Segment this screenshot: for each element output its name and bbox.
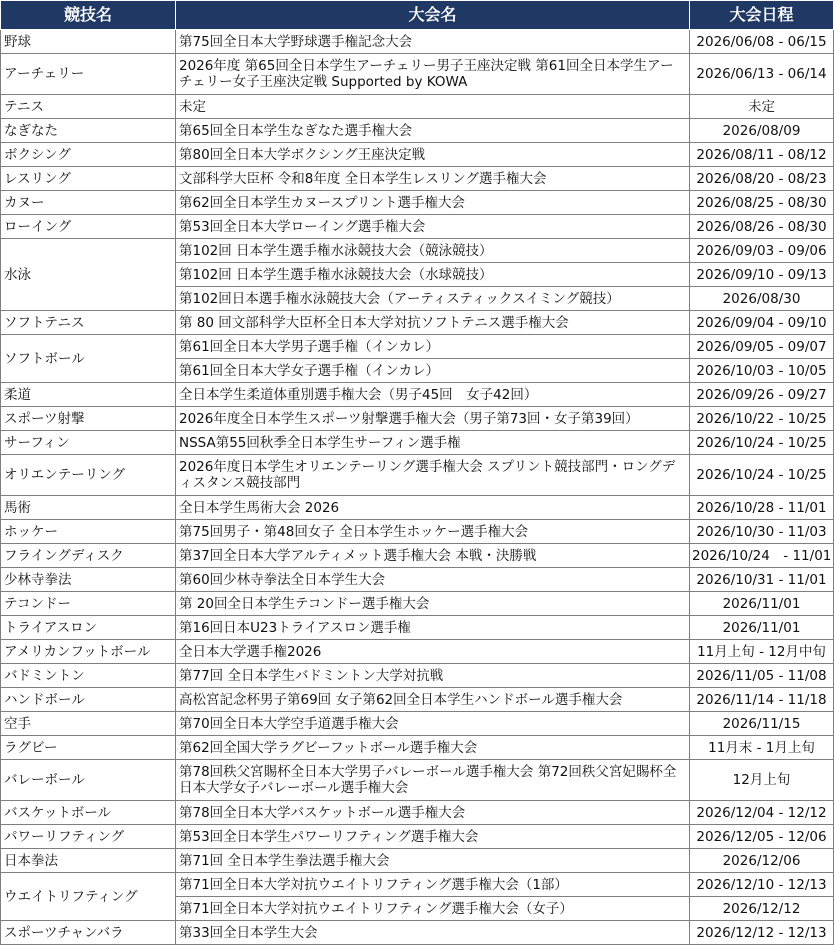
event-cell: 第71回 全日本学生拳法選手権大会 xyxy=(176,849,690,873)
sport-cell: ウエイトリフティング xyxy=(1,873,176,921)
event-cell: 全日本学生柔道体重別選手権大会（男子45回 女子42回） xyxy=(176,383,690,407)
event-cell: 第102回日本選手権水泳競技大会（アーティスティックスイミング競技） xyxy=(176,287,690,311)
sport-cell: スポーツ射撃 xyxy=(1,407,176,431)
event-cell: 第71回全日本大学対抗ウエイトリフティング選手権大会（1部） xyxy=(176,873,690,897)
date-cell: 2026/09/03 - 09/06 xyxy=(690,239,834,263)
sport-cell: オリエンテーリング xyxy=(1,455,176,496)
table-row xyxy=(1,873,834,897)
event-cell: 第75回全日本大学野球選手権記念大会 xyxy=(176,30,690,54)
event-cell: 第60回少林寺拳法全日本学生大会 xyxy=(176,568,690,592)
event-cell: 文部科学大臣杯 令和8年度 全日本学生レスリング選手権大会 xyxy=(176,167,690,191)
table-row xyxy=(1,335,834,359)
date-cell: 2026/09/26 - 09/27 xyxy=(690,383,834,407)
table-row xyxy=(1,592,834,616)
event-cell: 全日本学生馬術大会 2026 xyxy=(176,496,690,520)
sport-cell: 空手 xyxy=(1,712,176,736)
event-cell: 第61回全日本大学女子選手権（インカレ） xyxy=(176,359,690,383)
date-cell: 11月末 - 1月上旬 xyxy=(690,736,834,760)
sport-cell: カヌー xyxy=(1,191,176,215)
header-event: 大会名 xyxy=(176,1,690,30)
date-cell: 2026/12/06 xyxy=(690,849,834,873)
event-cell: 第70回全日本大学空手道選手権大会 xyxy=(176,712,690,736)
date-cell: 2026/10/24 - 11/01 xyxy=(690,544,834,568)
table-row xyxy=(1,712,834,736)
table-row xyxy=(1,30,834,54)
event-cell: 第102回 日本学生選手権水泳競技大会（競泳競技） xyxy=(176,239,690,263)
table-row xyxy=(1,383,834,407)
date-cell: 2026/11/14 - 11/18 xyxy=(690,688,834,712)
event-cell: 第78回全日本大学バスケットボール選手権大会 xyxy=(176,801,690,825)
table-row xyxy=(1,407,834,431)
event-cell: 第62回全日本学生カヌースプリント選手権大会 xyxy=(176,191,690,215)
sport-cell: 馬術 xyxy=(1,496,176,520)
table-body xyxy=(1,30,834,945)
header-sport: 競技名 xyxy=(1,1,176,30)
date-cell: 2026/10/24 - 10/25 xyxy=(690,431,834,455)
table-row xyxy=(1,311,834,335)
sport-cell: パワーリフティング xyxy=(1,825,176,849)
table-row xyxy=(1,825,834,849)
date-cell: 2026/12/12 xyxy=(690,897,834,921)
sport-cell: 水泳 xyxy=(1,239,176,311)
event-cell: 高松宮記念杯男子第69回 女子第62回全日本学生ハンドボール選手権大会 xyxy=(176,688,690,712)
sport-cell: テコンドー xyxy=(1,592,176,616)
date-cell: 2026/11/01 xyxy=(690,616,834,640)
date-cell: 未定 xyxy=(690,95,834,119)
event-cell: 第61回全日本大学男子選手権（インカレ） xyxy=(176,335,690,359)
table-row xyxy=(1,544,834,568)
date-cell: 2026/12/04 - 12/12 xyxy=(690,801,834,825)
date-cell: 2026/11/05 - 11/08 xyxy=(690,664,834,688)
sport-cell: レスリング xyxy=(1,167,176,191)
date-cell: 2026/09/05 - 09/07 xyxy=(690,335,834,359)
sport-cell: サーフィン xyxy=(1,431,176,455)
date-cell: 12月上旬 xyxy=(690,760,834,801)
date-cell: 2026/06/08 - 06/15 xyxy=(690,30,834,54)
event-cell: 未定 xyxy=(176,95,690,119)
table-row xyxy=(1,520,834,544)
date-cell: 11月上旬 - 12月中旬 xyxy=(690,640,834,664)
event-cell: 第33回全日本学生大会 xyxy=(176,921,690,945)
table-row xyxy=(1,760,834,801)
header-row xyxy=(1,1,834,30)
date-cell: 2026/12/12 - 12/13 xyxy=(690,921,834,945)
date-cell: 2026/12/10 - 12/13 xyxy=(690,873,834,897)
sport-cell: バレーボール xyxy=(1,760,176,801)
date-cell: 2026/11/15 xyxy=(690,712,834,736)
header-date: 大会日程 xyxy=(690,1,834,30)
table-row xyxy=(1,431,834,455)
date-cell: 2026/10/22 - 10/25 xyxy=(690,407,834,431)
event-cell: 第78回秩父宮賜杯全日本大学男子バレーボール選手権大会 第72回秩父宮妃賜杯全日本大学女子バレーボール選手権大会 xyxy=(176,760,690,801)
sport-cell: トライアスロン xyxy=(1,616,176,640)
sport-cell: 柔道 xyxy=(1,383,176,407)
sport-cell: ソフトテニス xyxy=(1,311,176,335)
table-row xyxy=(1,496,834,520)
date-cell: 2026/10/31 - 11/01 xyxy=(690,568,834,592)
date-cell: 2026/10/03 - 10/05 xyxy=(690,359,834,383)
sport-cell: アーチェリー xyxy=(1,54,176,95)
sport-cell: 日本拳法 xyxy=(1,849,176,873)
date-cell: 2026/08/11 - 08/12 xyxy=(690,143,834,167)
sport-cell: バスケットボール xyxy=(1,801,176,825)
event-cell: 第16回日本U23トライアスロン選手権 xyxy=(176,616,690,640)
table-row xyxy=(1,119,834,143)
date-cell: 2026/10/24 - 10/25 xyxy=(690,455,834,496)
event-cell: 第71回全日本大学対抗ウエイトリフティング選手権大会（女子） xyxy=(176,897,690,921)
event-cell: 第102回 日本学生選手権水泳競技大会（水球競技） xyxy=(176,263,690,287)
date-cell: 2026/08/30 xyxy=(690,287,834,311)
date-cell: 2026/08/09 xyxy=(690,119,834,143)
table-row xyxy=(1,191,834,215)
event-cell: 第 20回全日本学生テコンドー選手権大会 xyxy=(176,592,690,616)
table-row xyxy=(1,736,834,760)
sport-cell: アメリカンフットボール xyxy=(1,640,176,664)
event-cell: 第75回男子・第48回女子 全日本学生ホッケー選手権大会 xyxy=(176,520,690,544)
table-row xyxy=(1,849,834,873)
table-row xyxy=(1,95,834,119)
event-cell: 2026年度 第65回全日本学生アーチェリー男子王座決定戦 第61回全日本学生アーチェリー女子王座決定戦 Supported by KOWA xyxy=(176,54,690,95)
date-cell: 2026/06/13 - 06/14 xyxy=(690,54,834,95)
date-cell: 2026/08/26 - 08/30 xyxy=(690,215,834,239)
sport-cell: ローイング xyxy=(1,215,176,239)
table-row xyxy=(1,616,834,640)
table-row xyxy=(1,640,834,664)
table-row xyxy=(1,568,834,592)
event-cell: 第77回 全日本学生バドミントン大学対抗戦 xyxy=(176,664,690,688)
table-row xyxy=(1,167,834,191)
table-row xyxy=(1,239,834,263)
sport-cell: ラグビー xyxy=(1,736,176,760)
date-cell: 2026/12/05 - 12/06 xyxy=(690,825,834,849)
date-cell: 2026/09/04 - 09/10 xyxy=(690,311,834,335)
table-row xyxy=(1,455,834,496)
sport-cell: ハンドボール xyxy=(1,688,176,712)
event-cell: 2026年度全日本学生スポーツ射撃選手権大会（男子第73回・女子第39回） xyxy=(176,407,690,431)
event-cell: 第53回全日本学生パワーリフティング選手権大会 xyxy=(176,825,690,849)
sport-cell: バドミントン xyxy=(1,664,176,688)
sport-cell: スポーツチャンバラ xyxy=(1,921,176,945)
sport-cell: フライングディスク xyxy=(1,544,176,568)
date-cell: 2026/08/25 - 08/30 xyxy=(690,191,834,215)
event-cell: 第37回全日本大学アルティメット選手権大会 本戦・決勝戦 xyxy=(176,544,690,568)
sport-cell: ボクシング xyxy=(1,143,176,167)
sport-cell: 野球 xyxy=(1,30,176,54)
date-cell: 2026/09/10 - 09/13 xyxy=(690,263,834,287)
sport-cell: ホッケー xyxy=(1,520,176,544)
table-row xyxy=(1,801,834,825)
event-cell: 第 80 回文部科学大臣杯全日本大学対抗ソフトテニス選手権大会 xyxy=(176,311,690,335)
event-cell: 2026年度日本学生オリエンテーリング選手権大会 スプリント競技部門・ロングディスタンス競技部門 xyxy=(176,455,690,496)
table-row xyxy=(1,143,834,167)
table-row xyxy=(1,688,834,712)
event-cell: 第53回全日本大学ローイング選手権大会 xyxy=(176,215,690,239)
date-cell: 2026/11/01 xyxy=(690,592,834,616)
sport-cell: ソフトボール xyxy=(1,335,176,383)
date-cell: 2026/08/20 - 08/23 xyxy=(690,167,834,191)
date-cell: 2026/10/28 - 11/01 xyxy=(690,496,834,520)
event-cell: 第65回全日本学生なぎなた選手権大会 xyxy=(176,119,690,143)
sport-cell: テニス xyxy=(1,95,176,119)
event-cell: 全日本大学選手権2026 xyxy=(176,640,690,664)
table-row xyxy=(1,664,834,688)
table-row xyxy=(1,215,834,239)
table-row xyxy=(1,921,834,945)
table-row xyxy=(1,54,834,95)
sport-cell: なぎなた xyxy=(1,119,176,143)
event-cell: 第62回全国大学ラグビーフットボール選手権大会 xyxy=(176,736,690,760)
event-cell: NSSA第55回秋季全日本学生サーフィン選手権 xyxy=(176,431,690,455)
date-cell: 2026/10/30 - 11/03 xyxy=(690,520,834,544)
event-cell: 第80回全日本大学ボクシング王座決定戦 xyxy=(176,143,690,167)
sport-cell: 少林寺拳法 xyxy=(1,568,176,592)
